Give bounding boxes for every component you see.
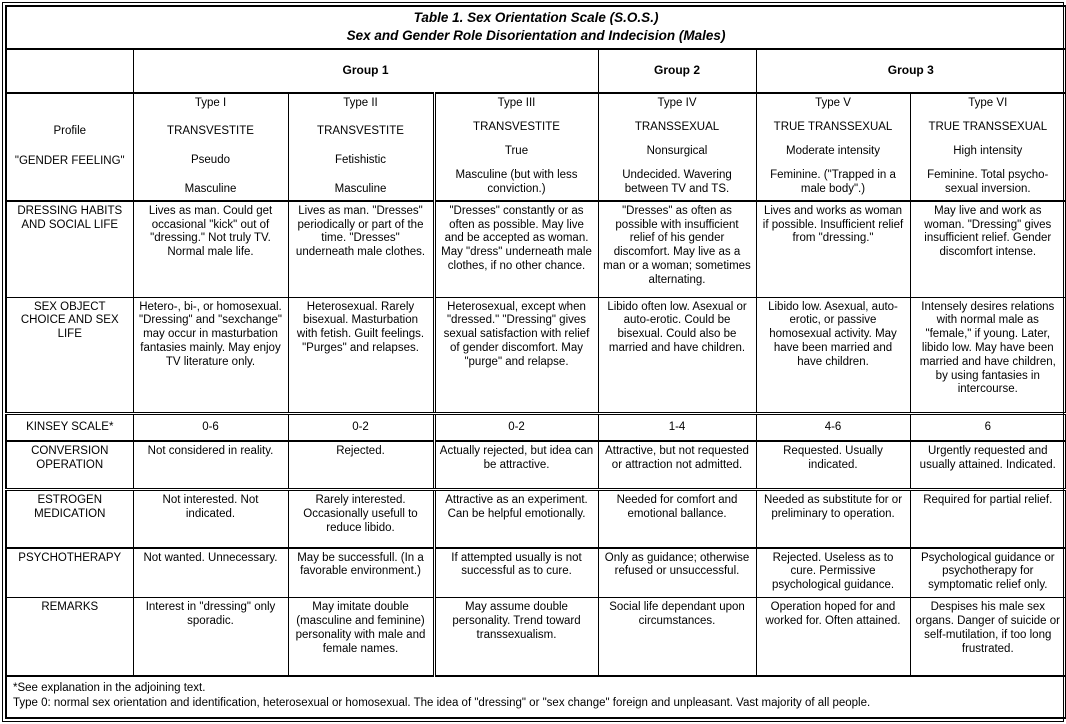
row-remarks [6, 598, 1066, 676]
profile-cell-type-1 [133, 93, 288, 201]
cell-estrogen-type-4: Needed for comfort and emotional ballance. [598, 489, 756, 547]
type-category: TRANSSEXUAL [634, 120, 720, 133]
title-cell [6, 6, 1066, 49]
cell-sexobj-type-4: Libido often low. Asexual or auto-erotic. Could be bisexual. Could also be married and have children. [598, 297, 756, 413]
profile-cell-type-6 [910, 93, 1066, 201]
table-subtitle: Sex and Gender Role Disorientation and Indecision (Males) [346, 28, 726, 44]
row-label-profile [6, 93, 133, 201]
type-category: TRUE TRANSSEXUAL [928, 120, 1048, 133]
row-dressing-habits [6, 201, 1066, 297]
row-sex-object-choice [6, 297, 1066, 413]
profile-cell-type-4 [598, 93, 756, 201]
type-number: Type III [497, 96, 536, 109]
cell-psycho-type-4: Only as guidance; otherwise refused or unsuccessful. [598, 548, 756, 598]
profile-stack [603, 97, 752, 197]
profile-label-stack [11, 97, 129, 197]
cell-dressing-type-2: Lives as man. "Dresses" periodically or part of the time. "Dresses" underneath male clothes. [288, 201, 434, 297]
row-label-conversion-operation: CONVERSION OPERATION [6, 441, 133, 489]
cell-remarks-type-6: Despises his male sex organs. Danger of suicide or self-mutilation, if too long frustrated. [910, 598, 1066, 676]
group-header-row [6, 49, 1066, 93]
type-number: Type IV [657, 96, 697, 109]
group-3-header: Group 3 [756, 49, 1066, 93]
profile-cell-type-2 [288, 93, 434, 201]
cell-kinsey-type-1: 0-6 [133, 413, 288, 441]
sex-orientation-scale-table [5, 5, 1066, 719]
title-row [6, 6, 1066, 49]
type-subtype: Nonsurgical [646, 145, 708, 158]
cell-conversion-type-5: Requested. Usually indicated. [756, 441, 910, 489]
profile-cell-type-5 [756, 93, 910, 201]
profile-row [6, 93, 1066, 201]
type-feeling: Undecided. Wavering between TV and TS. [622, 169, 732, 196]
footnote-type-0: Type 0: normal sex orientation and identification, heterosexual or homosexual. The idea of "dressing" or "sex change" foreign and unpleasant. Vast majority of all people. [13, 697, 871, 710]
cell-psycho-type-1: Not wanted. Unnecessary. [133, 548, 288, 598]
profile-stack [440, 97, 594, 197]
footnote-cell [6, 676, 1066, 718]
row-psychotherapy [6, 548, 1066, 598]
profile-cell-type-3 [434, 93, 598, 201]
footnote-row [6, 676, 1066, 718]
row-label-sex-object-choice: SEX OBJECT CHOICE AND SEX LIFE [6, 297, 133, 413]
profile-stack [293, 97, 429, 197]
cell-dressing-type-4: "Dresses" as often as possible with insufficient relief of his gender discomfort. May live as a man or a woman; sometimes alternating. [598, 201, 756, 297]
row-label-remarks: REMARKS [6, 598, 133, 676]
cell-sexobj-type-2: Heterosexual. Rarely bisexual. Masturbation with fetish. Guilt feelings. "Purges" and relapses. [288, 297, 434, 413]
type-subtype: Moderate intensity [786, 145, 880, 158]
type-feeling: Feminine. ("Trapped in a male body".) [770, 169, 896, 196]
cell-remarks-type-3: May assume double personality. Trend toward transsexualism. [434, 598, 598, 676]
group-2-header: Group 2 [598, 49, 756, 93]
cell-kinsey-type-2: 0-2 [288, 413, 434, 441]
cell-conversion-type-1: Not considered in reality. [133, 441, 288, 489]
footnote-asterisk: *See explanation in the adjoining text. [13, 681, 206, 694]
row-label-estrogen-medication: ESTROGEN MEDICATION [6, 489, 133, 547]
profile-stack [138, 97, 284, 197]
type-feeling: Masculine [334, 183, 387, 196]
cell-dressing-type-3: "Dresses" constantly or as often as possible. May live and be accepted as woman. May "dress" underneath male clothes, if no other chance. [434, 201, 598, 297]
cell-remarks-type-2: May imitate double (masculine and feminine) personality with male and female names. [288, 598, 434, 676]
type-feeling: Feminine. Total psycho-sexual inversion. [927, 169, 1049, 196]
row-conversion-operation [6, 441, 1066, 489]
profile-stack [761, 97, 906, 197]
type-number: Type II [343, 96, 378, 109]
cell-estrogen-type-3: Attractive as an experiment. Can be helpful emotionally. [434, 489, 598, 547]
cell-kinsey-type-5: 4-6 [756, 413, 910, 441]
type-subtype: True [504, 145, 529, 158]
type-feeling: Masculine (but with less conviction.) [455, 169, 578, 196]
cell-sexobj-type-1: Hetero-, bi-, or homosexual. "Dressing" and "sexchange" may occur in masturbation fantasies mainly. May enjoy TV literature only. [133, 297, 288, 413]
cell-sexobj-type-5: Libido low. Asexual, auto-erotic, or passive homosexual activity. May have been married and have children. [756, 297, 910, 413]
cell-psycho-type-5: Rejected. Useless as to cure. Permissive psychological guidance. [756, 548, 910, 598]
cell-estrogen-type-5: Needed as substitute for or preliminary to operation. [756, 489, 910, 547]
cell-estrogen-type-2: Rarely interested. Occasionally usefull to reduce libido. [288, 489, 434, 547]
cell-dressing-type-6: May live and work as woman. "Dressing" gives insufficient relief. Gender discomfort intense. [910, 201, 1066, 297]
cell-remarks-type-4: Social life dependant upon circumstances. [598, 598, 756, 676]
profile-label: Profile [53, 124, 87, 137]
corner-cell [6, 49, 133, 93]
gender-feeling-label: "GENDER FEELING" [14, 154, 125, 167]
row-kinsey-scale [6, 413, 1066, 441]
cell-estrogen-type-1: Not interested. Not indicated. [133, 489, 288, 547]
cell-conversion-type-3: Actually rejected, but idea can be attractive. [434, 441, 598, 489]
row-label-kinsey-scale: KINSEY SCALE* [6, 413, 133, 441]
cell-sexobj-type-3: Heterosexual, except when "dressed." "Dressing" gives sexual satisfaction with relief of gender discomfort. May "purge" and relapse. [434, 297, 598, 413]
cell-conversion-type-6: Urgently requested and usually attained. Indicated. [910, 441, 1066, 489]
cell-remarks-type-5: Operation hoped for and worked for. Often attained. [756, 598, 910, 676]
type-number: Type V [815, 96, 851, 109]
cell-sexobj-type-6: Intensely desires relations with normal male as "female," if young. Later, libido low. May have been married and have children, by using fantasies in intercourse. [910, 297, 1066, 413]
cell-kinsey-type-3: 0-2 [434, 413, 598, 441]
type-category: TRANSVESTITE [473, 120, 560, 133]
cell-kinsey-type-4: 1-4 [598, 413, 756, 441]
cell-conversion-type-4: Attractive, but not requested or attraction not admitted. [598, 441, 756, 489]
type-number: Type I [194, 96, 227, 109]
cell-conversion-type-2: Rejected. [288, 441, 434, 489]
type-feeling: Masculine [184, 183, 237, 196]
type-number: Type VI [968, 96, 1008, 109]
cell-dressing-type-5: Lives and works as woman if possible. Insufficient relief from "dressing." [756, 201, 910, 297]
row-estrogen-medication [6, 489, 1066, 547]
group-1-header: Group 1 [133, 49, 598, 93]
type-subtype: Pseudo [190, 154, 230, 167]
cell-dressing-type-1: Lives as man. Could get occasional "kick" out of "dressing." Not truly TV. Normal male life. [133, 201, 288, 297]
cell-remarks-type-1: Interest in "dressing" only sporadic. [133, 598, 288, 676]
page-frame [2, 2, 1064, 722]
cell-psycho-type-3: If attempted usually is not successful as to cure. [434, 548, 598, 598]
cell-psycho-type-6: Psychological guidance or psychotherapy for symptomatic relief only. [910, 548, 1066, 598]
cell-psycho-type-2: May be successfull. (In a favorable environment.) [288, 548, 434, 598]
type-category: TRANSVESTITE [317, 125, 404, 138]
type-subtype: Fetishistic [334, 154, 387, 167]
cell-estrogen-type-6: Required for partial relief. [910, 489, 1066, 547]
type-subtype: High intensity [953, 145, 1023, 158]
cell-kinsey-type-6: 6 [910, 413, 1066, 441]
table-title: Table 1. Sex Orientation Scale (S.O.S.) [413, 10, 659, 26]
row-label-psychotherapy: PSYCHOTHERAPY [6, 548, 133, 598]
row-label-dressing-habits: DRESSING HABITS AND SOCIAL LIFE [6, 201, 133, 297]
type-category: TRANSVESTITE [167, 125, 254, 138]
profile-stack [915, 97, 1062, 197]
type-category: TRUE TRANSSEXUAL [773, 120, 893, 133]
